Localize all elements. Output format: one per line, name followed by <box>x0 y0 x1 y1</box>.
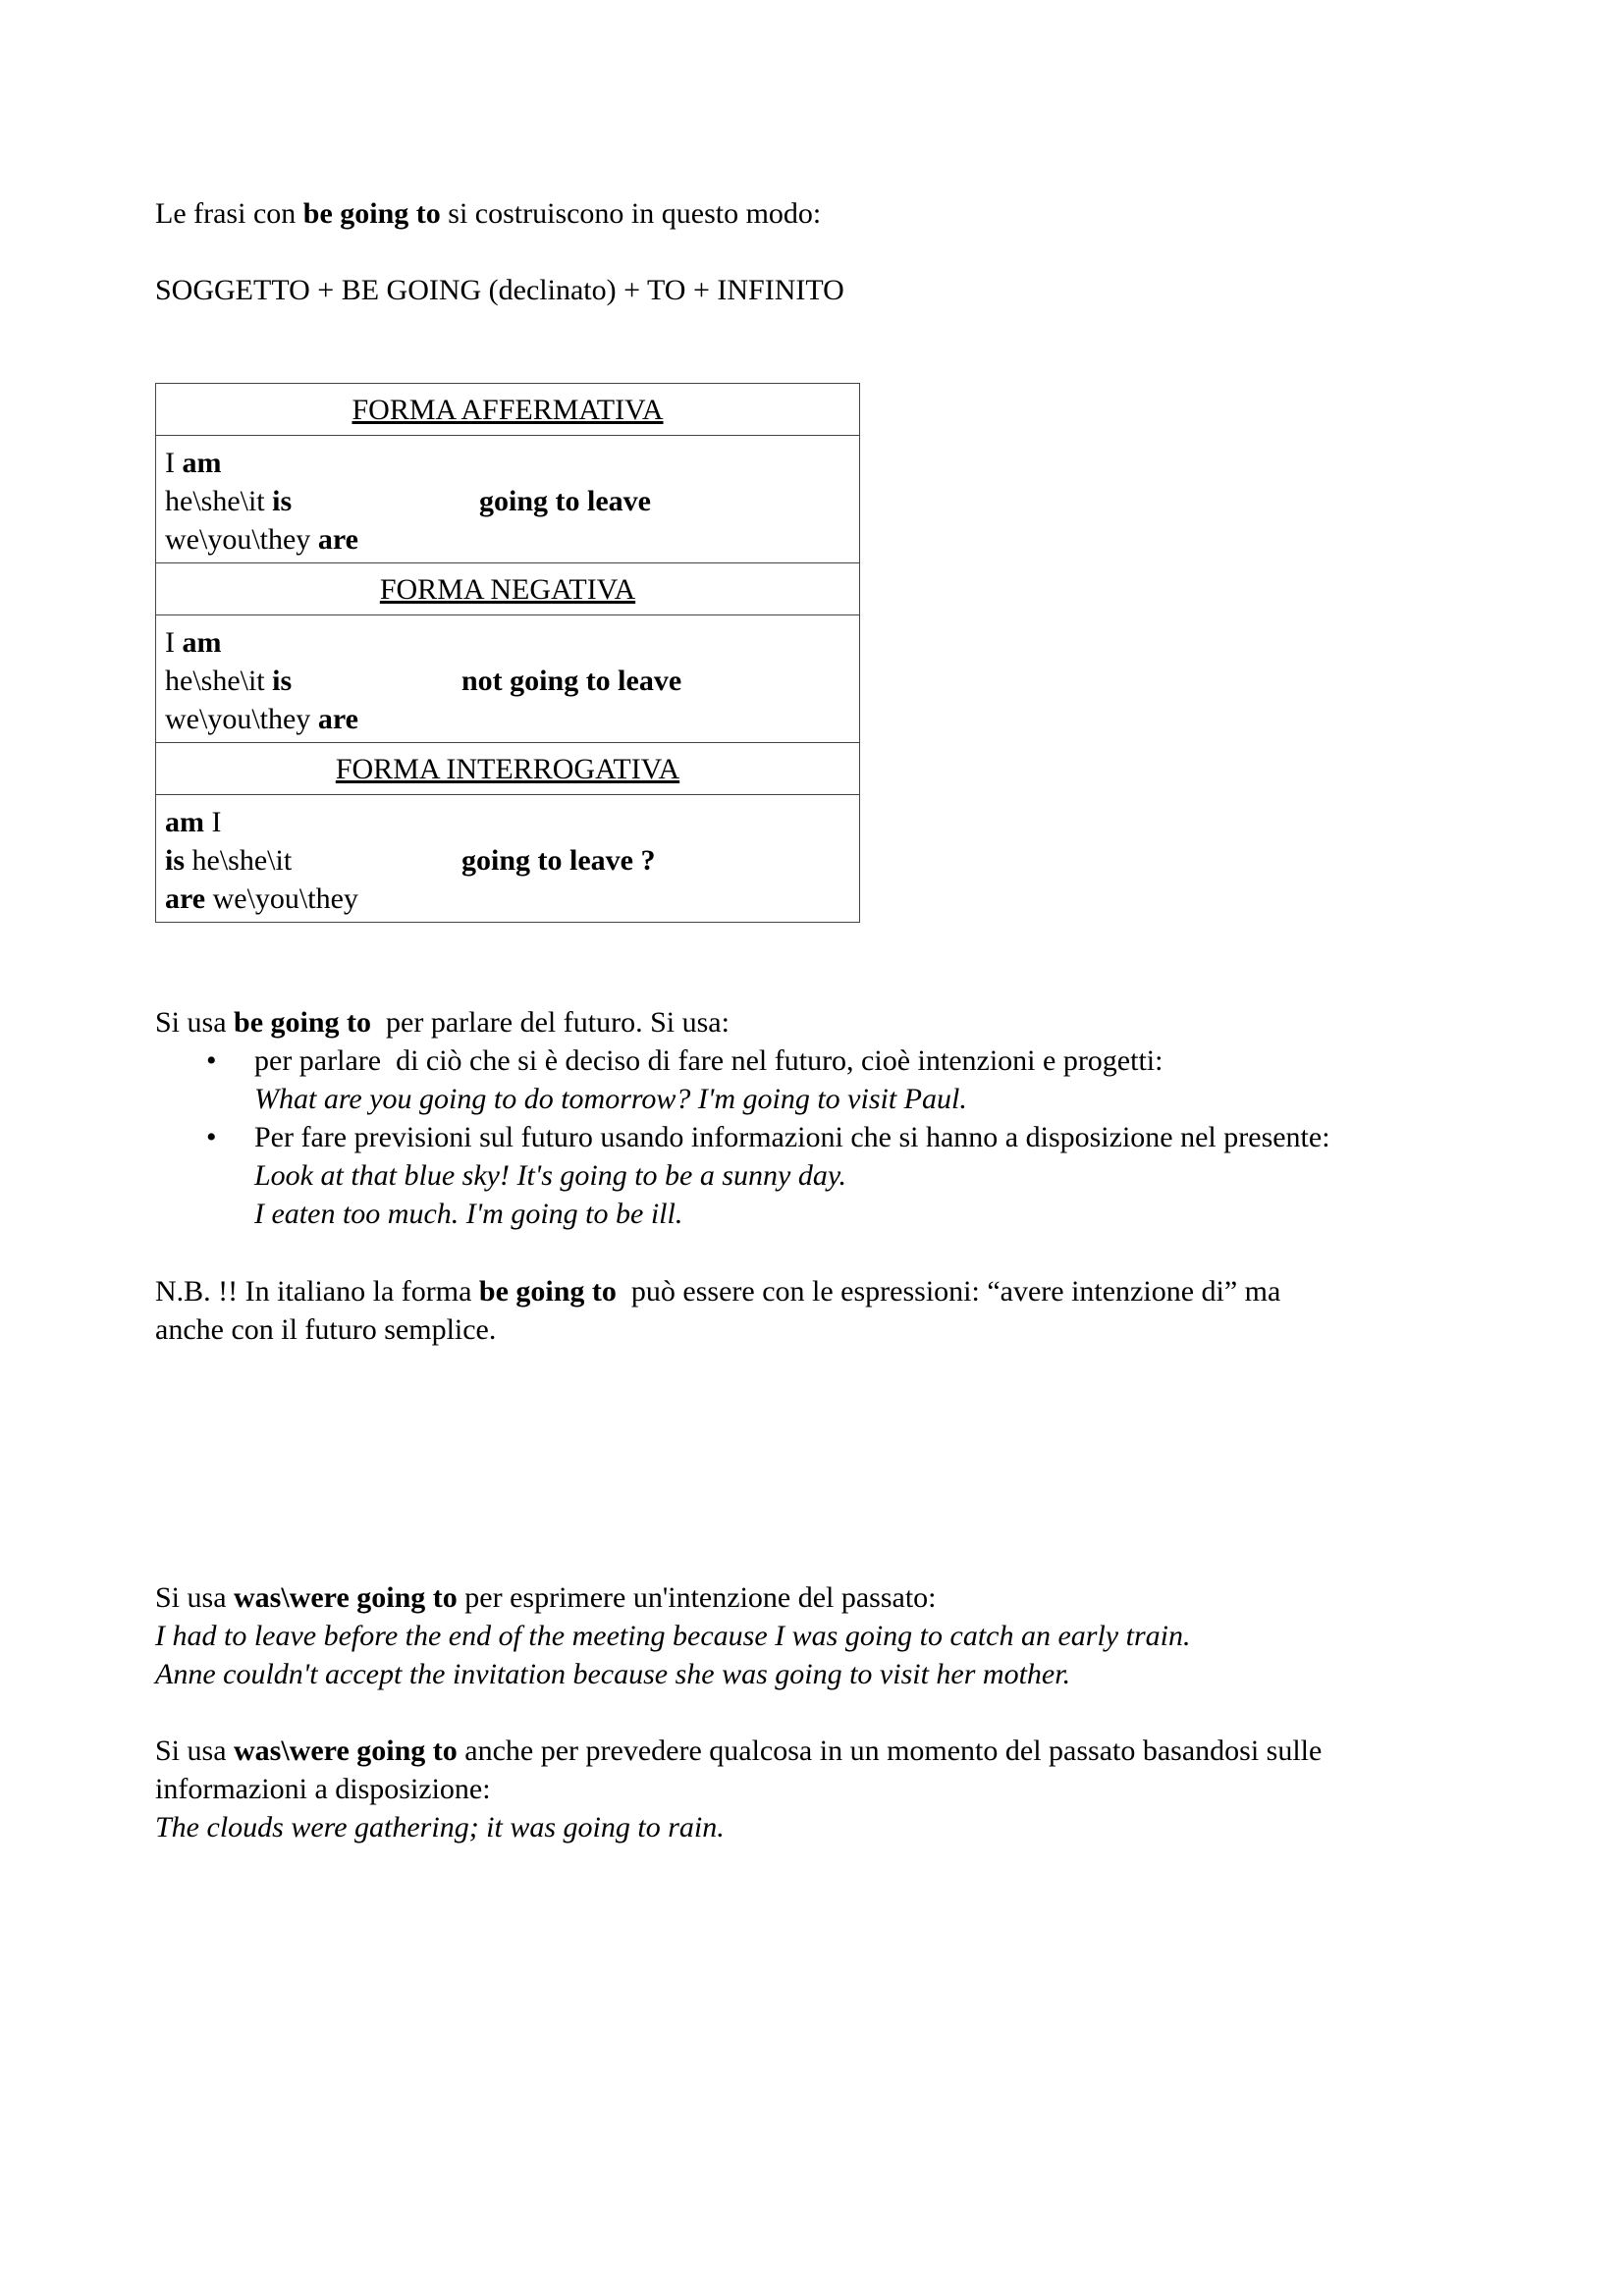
example-text: What are you going to do tomorrow? I'm going to visit Paul. <box>254 1083 967 1115</box>
row-second: is he\she\it <box>165 844 293 877</box>
list-item-text: per parlare di ciò che si è deciso di fare nel futuro, cioè intenzioni e progetti: <box>254 1044 1163 1077</box>
header-affermativa: FORMA AFFERMATIVA <box>156 384 860 436</box>
list-item-text: Per fare previsioni sul futuro usando informazioni che si hanno a disposizione nel presente: <box>254 1121 1330 1153</box>
row-first: I am <box>165 447 222 479</box>
row-third: we\you\they are <box>165 523 358 556</box>
row-third: we\you\they are <box>165 703 358 735</box>
intro-sentence <box>155 194 821 233</box>
intro-text: Le frasi con <box>155 197 303 230</box>
past-intention-intro: Si usa was\were going to per esprimere un'intenzione del passato: <box>155 1581 937 1614</box>
past-keyword: was\were going to <box>234 1581 458 1614</box>
past-prediction-line2: informazioni a disposizione: <box>155 1773 491 1805</box>
past-keyword: was\were going to <box>234 1735 458 1767</box>
body-affermativa <box>156 436 860 563</box>
row-third: are we\you\they <box>165 882 358 915</box>
body-negativa <box>156 615 860 743</box>
body-interrogativa <box>156 795 860 923</box>
intro-keyword: be going to <box>302 197 441 230</box>
past-prediction-intro: Si usa was\were going to anche per prevedere qualcosa in un momento del passato basandosi sulle <box>155 1735 1323 1767</box>
phrase-negativa: not going to leave <box>461 665 682 697</box>
past-example: Anne couldn't accept the invitation because she was going to visit her mother. <box>155 1658 1071 1690</box>
conjugation-table <box>155 383 860 923</box>
uses-intro: Si usa be going to per parlare del futuro. Si usa: <box>155 1006 730 1039</box>
uses-list <box>155 1041 1330 1233</box>
row-first: am I <box>165 806 222 838</box>
row-second: he\she\it is <box>165 485 293 517</box>
list-item <box>155 1118 1330 1233</box>
list-item <box>155 1041 1330 1118</box>
row-first: I am <box>165 626 222 659</box>
nb-note: N.B. !! In italiano la forma be going to può essere con le espressioni: “avere intenzione di” ma <box>155 1275 1281 1308</box>
phrase-affermativa: going to leave <box>479 485 651 517</box>
bullet-icon: • <box>206 1044 217 1077</box>
nb-keyword: be going to <box>478 1275 617 1308</box>
nb-note-line2: anche con il futuro semplice. <box>155 1313 497 1346</box>
formula: SOGGETTO + BE GOING (declinato) + TO + INFINITO <box>155 274 844 306</box>
past-prediction-example: The clouds were gathering; it was going to rain. <box>155 1811 725 1843</box>
header-negativa: FORMA NEGATIVA <box>156 563 860 615</box>
header-interrogativa: FORMA INTERROGATIVA <box>156 743 860 795</box>
phrase-interrogativa: going to leave ? <box>461 844 656 877</box>
example-text: I eaten too much. I'm going to be ill. <box>254 1198 683 1230</box>
intro-text-end: si costruiscono in questo modo: <box>440 197 822 230</box>
past-example: I had to leave before the end of the meeting because I was going to catch an early train. <box>155 1620 1191 1652</box>
row-second: he\she\it is <box>165 665 293 697</box>
uses-keyword: be going to <box>234 1006 372 1039</box>
bullet-icon: • <box>206 1121 217 1153</box>
example-text: Look at that blue sky! It's going to be a sunny day. <box>254 1159 847 1192</box>
